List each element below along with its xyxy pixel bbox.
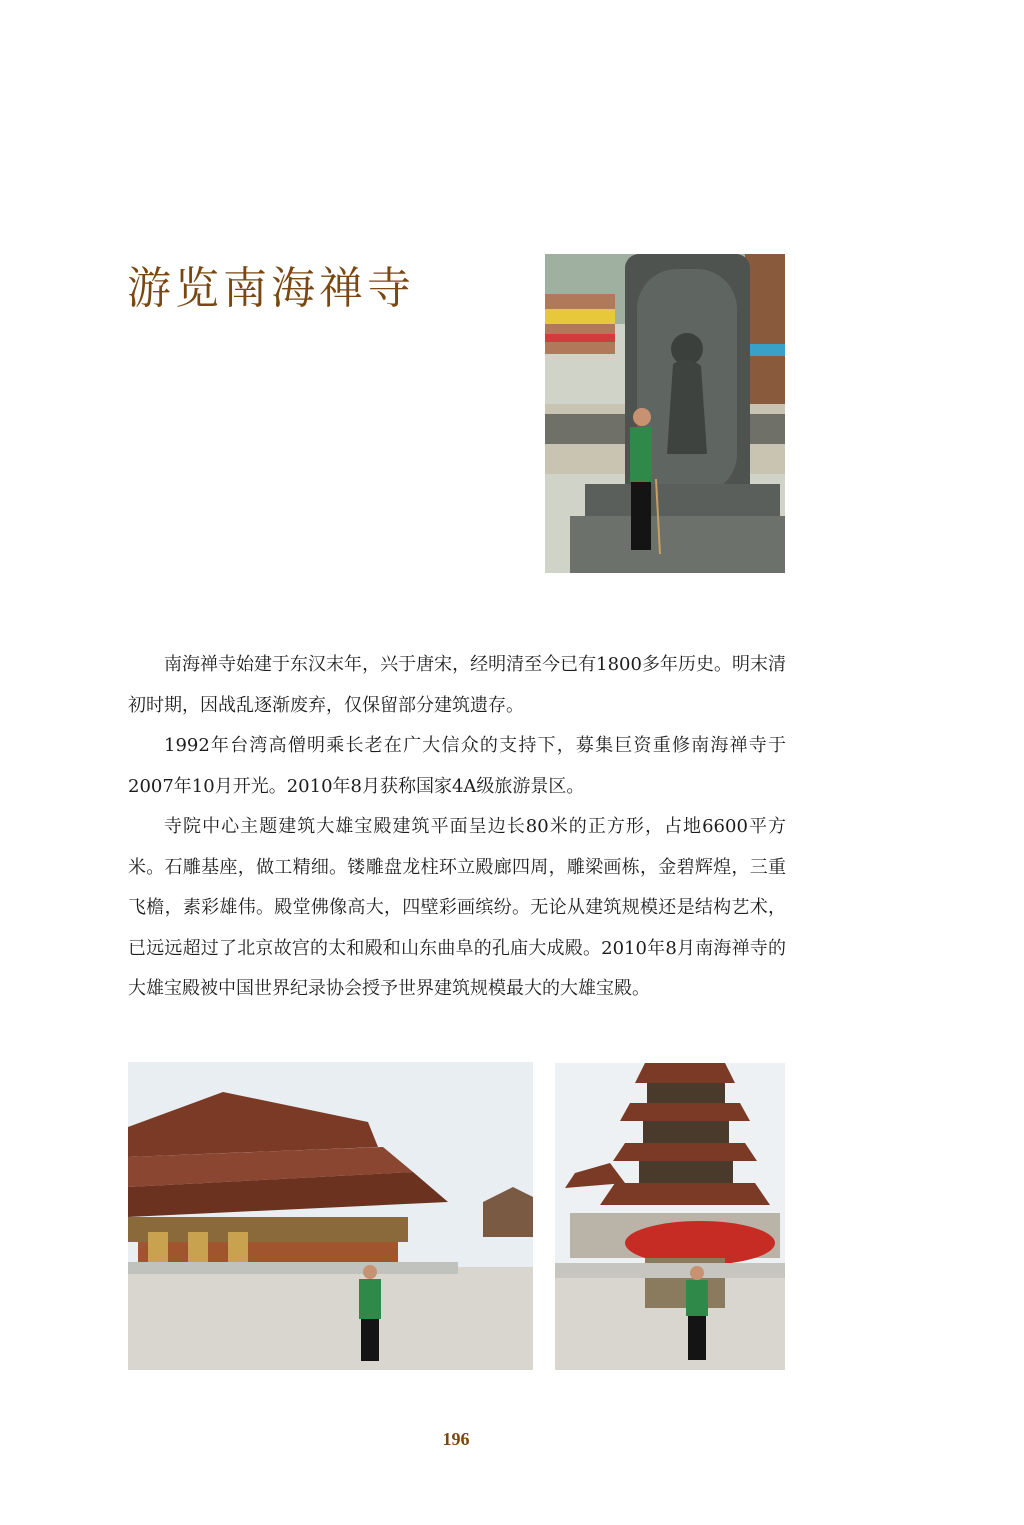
paragraph: 寺院中心主题建筑大雄宝殿建筑平面呈边长80米的正方形，占地6600平方米。石雕基座，做工精细。镂雕盘龙柱环立殿廊四周，雕梁画栋，金碧辉煌，三重飞檐，素彩雄伟。殿堂佛像高大，四壁彩画缤纷。无论从建筑规模还是结构艺术，已远远超过了北京故宫的太和殿和山东曲阜的孔庙大成殿。2010年8月南海禅寺的大雄宝殿被中国世界纪录协会授予世界建筑规模最大的大雄宝殿。: [128, 816, 786, 999]
great-hall-photo: [128, 1062, 533, 1370]
article-body: [128, 645, 786, 1010]
paragraph: 南海禅寺始建于东汉末年，兴于唐宋，经明清至今已有1800多年历史。明末清初时期，因战乱逐渐废弃，仅保留部分建筑遗存。: [128, 654, 786, 716]
stone-stele-photo: [545, 254, 785, 573]
page-title: 游览南海禅寺: [127, 263, 415, 314]
page-number: 196: [442, 1429, 470, 1449]
pagoda-photo: [555, 1063, 785, 1370]
paragraph: 1992年台湾高僧明乘长老在广大信众的支持下，募集巨资重修南海禅寺于2007年10月开光。2010年8月获称国家4A级旅游景区。: [128, 735, 786, 797]
